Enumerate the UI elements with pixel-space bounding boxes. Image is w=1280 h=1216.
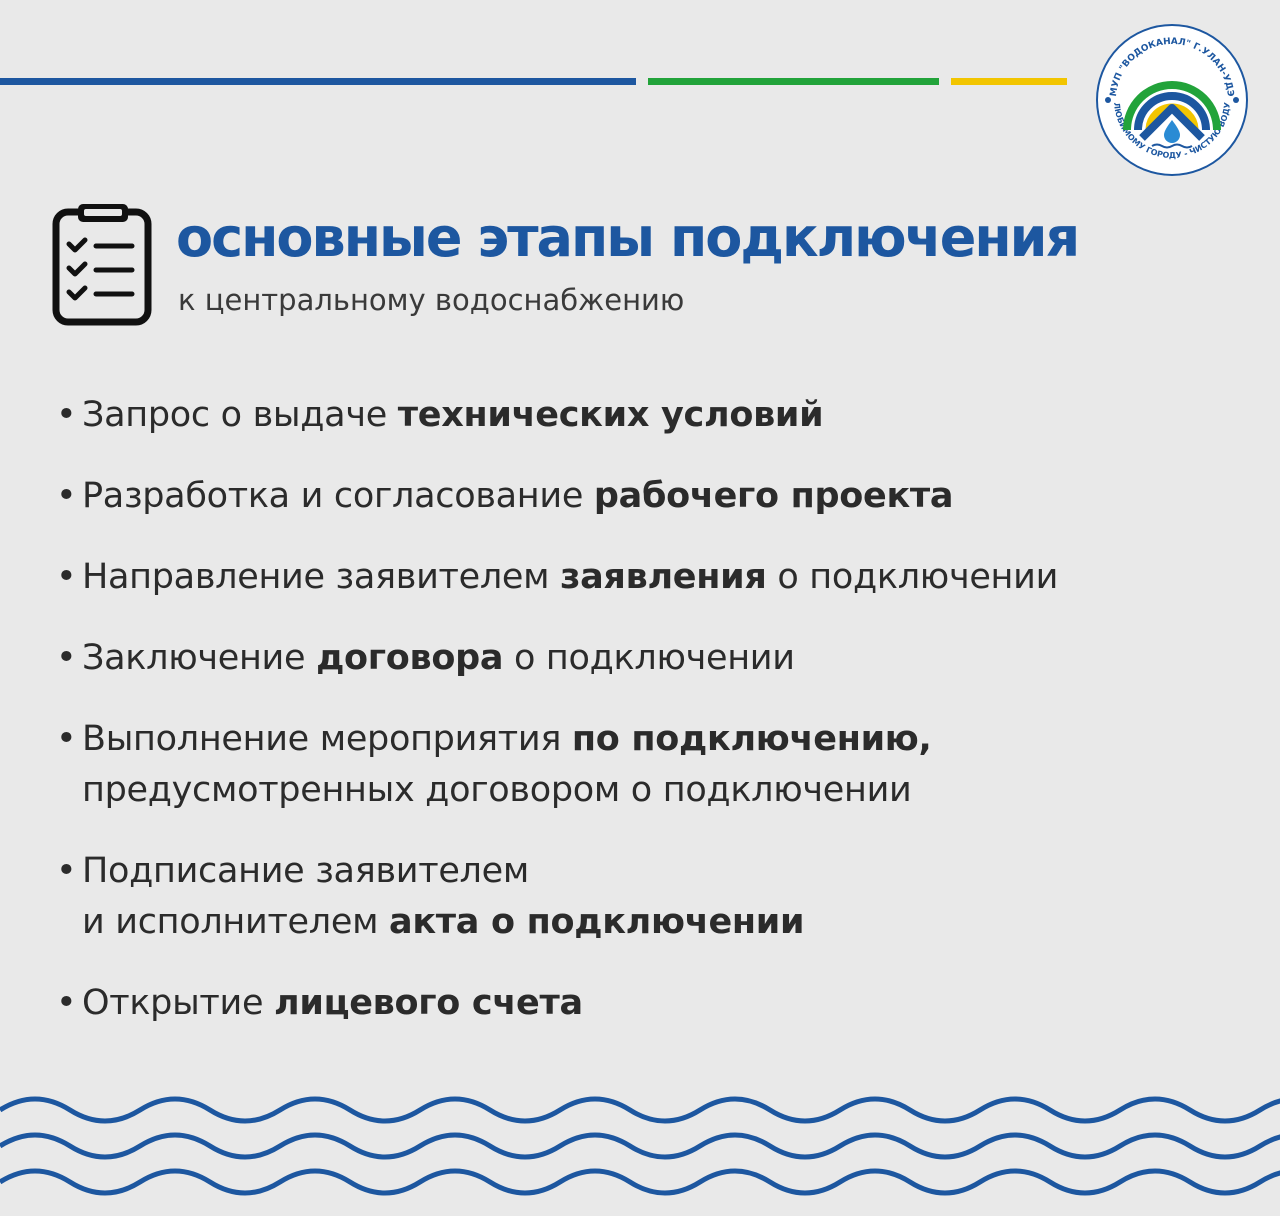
step-text: Заключение [82,638,317,678]
step-item [56,471,1236,522]
step-text: Подписание заявителем [82,851,529,891]
bullet: • [56,638,77,678]
step-text-tail: о подключении [503,638,795,678]
step-highlight: акта о подключении [389,902,805,942]
page-subtitle: к центральному водоснабжению [178,283,685,317]
step-text: Разработка и согласование [82,476,594,516]
page-title: основные этапы подключения [176,206,1079,269]
step-text: Открытие [82,983,275,1023]
wave-line [0,1135,1280,1157]
bullet: • [56,983,77,1023]
wave-line [0,1171,1280,1193]
step-text: Запрос о выдаче [82,395,398,435]
vodokanal-logo [1094,22,1250,178]
decorative-waves [0,1080,1280,1200]
step-item [56,846,1236,948]
svg-text:ЛЮБИМОМУ ГОРОДУ - ЧИСТУЮ ВОДУ: ЛЮБИМОМУ ГОРОДУ - ЧИСТУЮ ВОДУ [1111,101,1233,161]
top-bar-yellow [951,78,1067,85]
bullet: • [56,851,77,891]
step-text: Выполнение мероприятия [82,719,572,759]
wave-line [0,1099,1280,1121]
step-highlight: заявления [560,557,767,597]
step-highlight: по подключению, [571,719,932,759]
step-item [56,978,1236,1029]
step-item [56,714,1236,816]
top-bar-green [648,78,939,85]
bullet: • [56,395,77,435]
step-item [56,390,1236,441]
step-highlight: рабочего проекта [593,476,954,516]
step-text: Направление заявителем [82,557,561,597]
step-text-line2: предусмотренных договором о подключении [82,770,912,810]
step-text-line2: и исполнителем [82,902,390,942]
bullet: • [56,476,77,516]
top-bar-blue [0,78,636,85]
step-highlight: договора [316,638,504,678]
step-item [56,552,1236,603]
svg-text:МУП "ВОДОКАНАЛ" Г.УЛАН-УДЭ: МУП "ВОДОКАНАЛ" Г.УЛАН-УДЭ [1108,36,1235,98]
bullet: • [56,719,77,759]
step-item [56,633,1236,684]
step-highlight: технических условий [397,395,824,435]
steps-list [56,390,1236,1059]
step-text-tail: о подключении [766,557,1059,597]
bullet: • [56,557,77,597]
step-highlight: лицевого счета [274,983,583,1023]
clipboard-checklist-icon [52,200,154,328]
